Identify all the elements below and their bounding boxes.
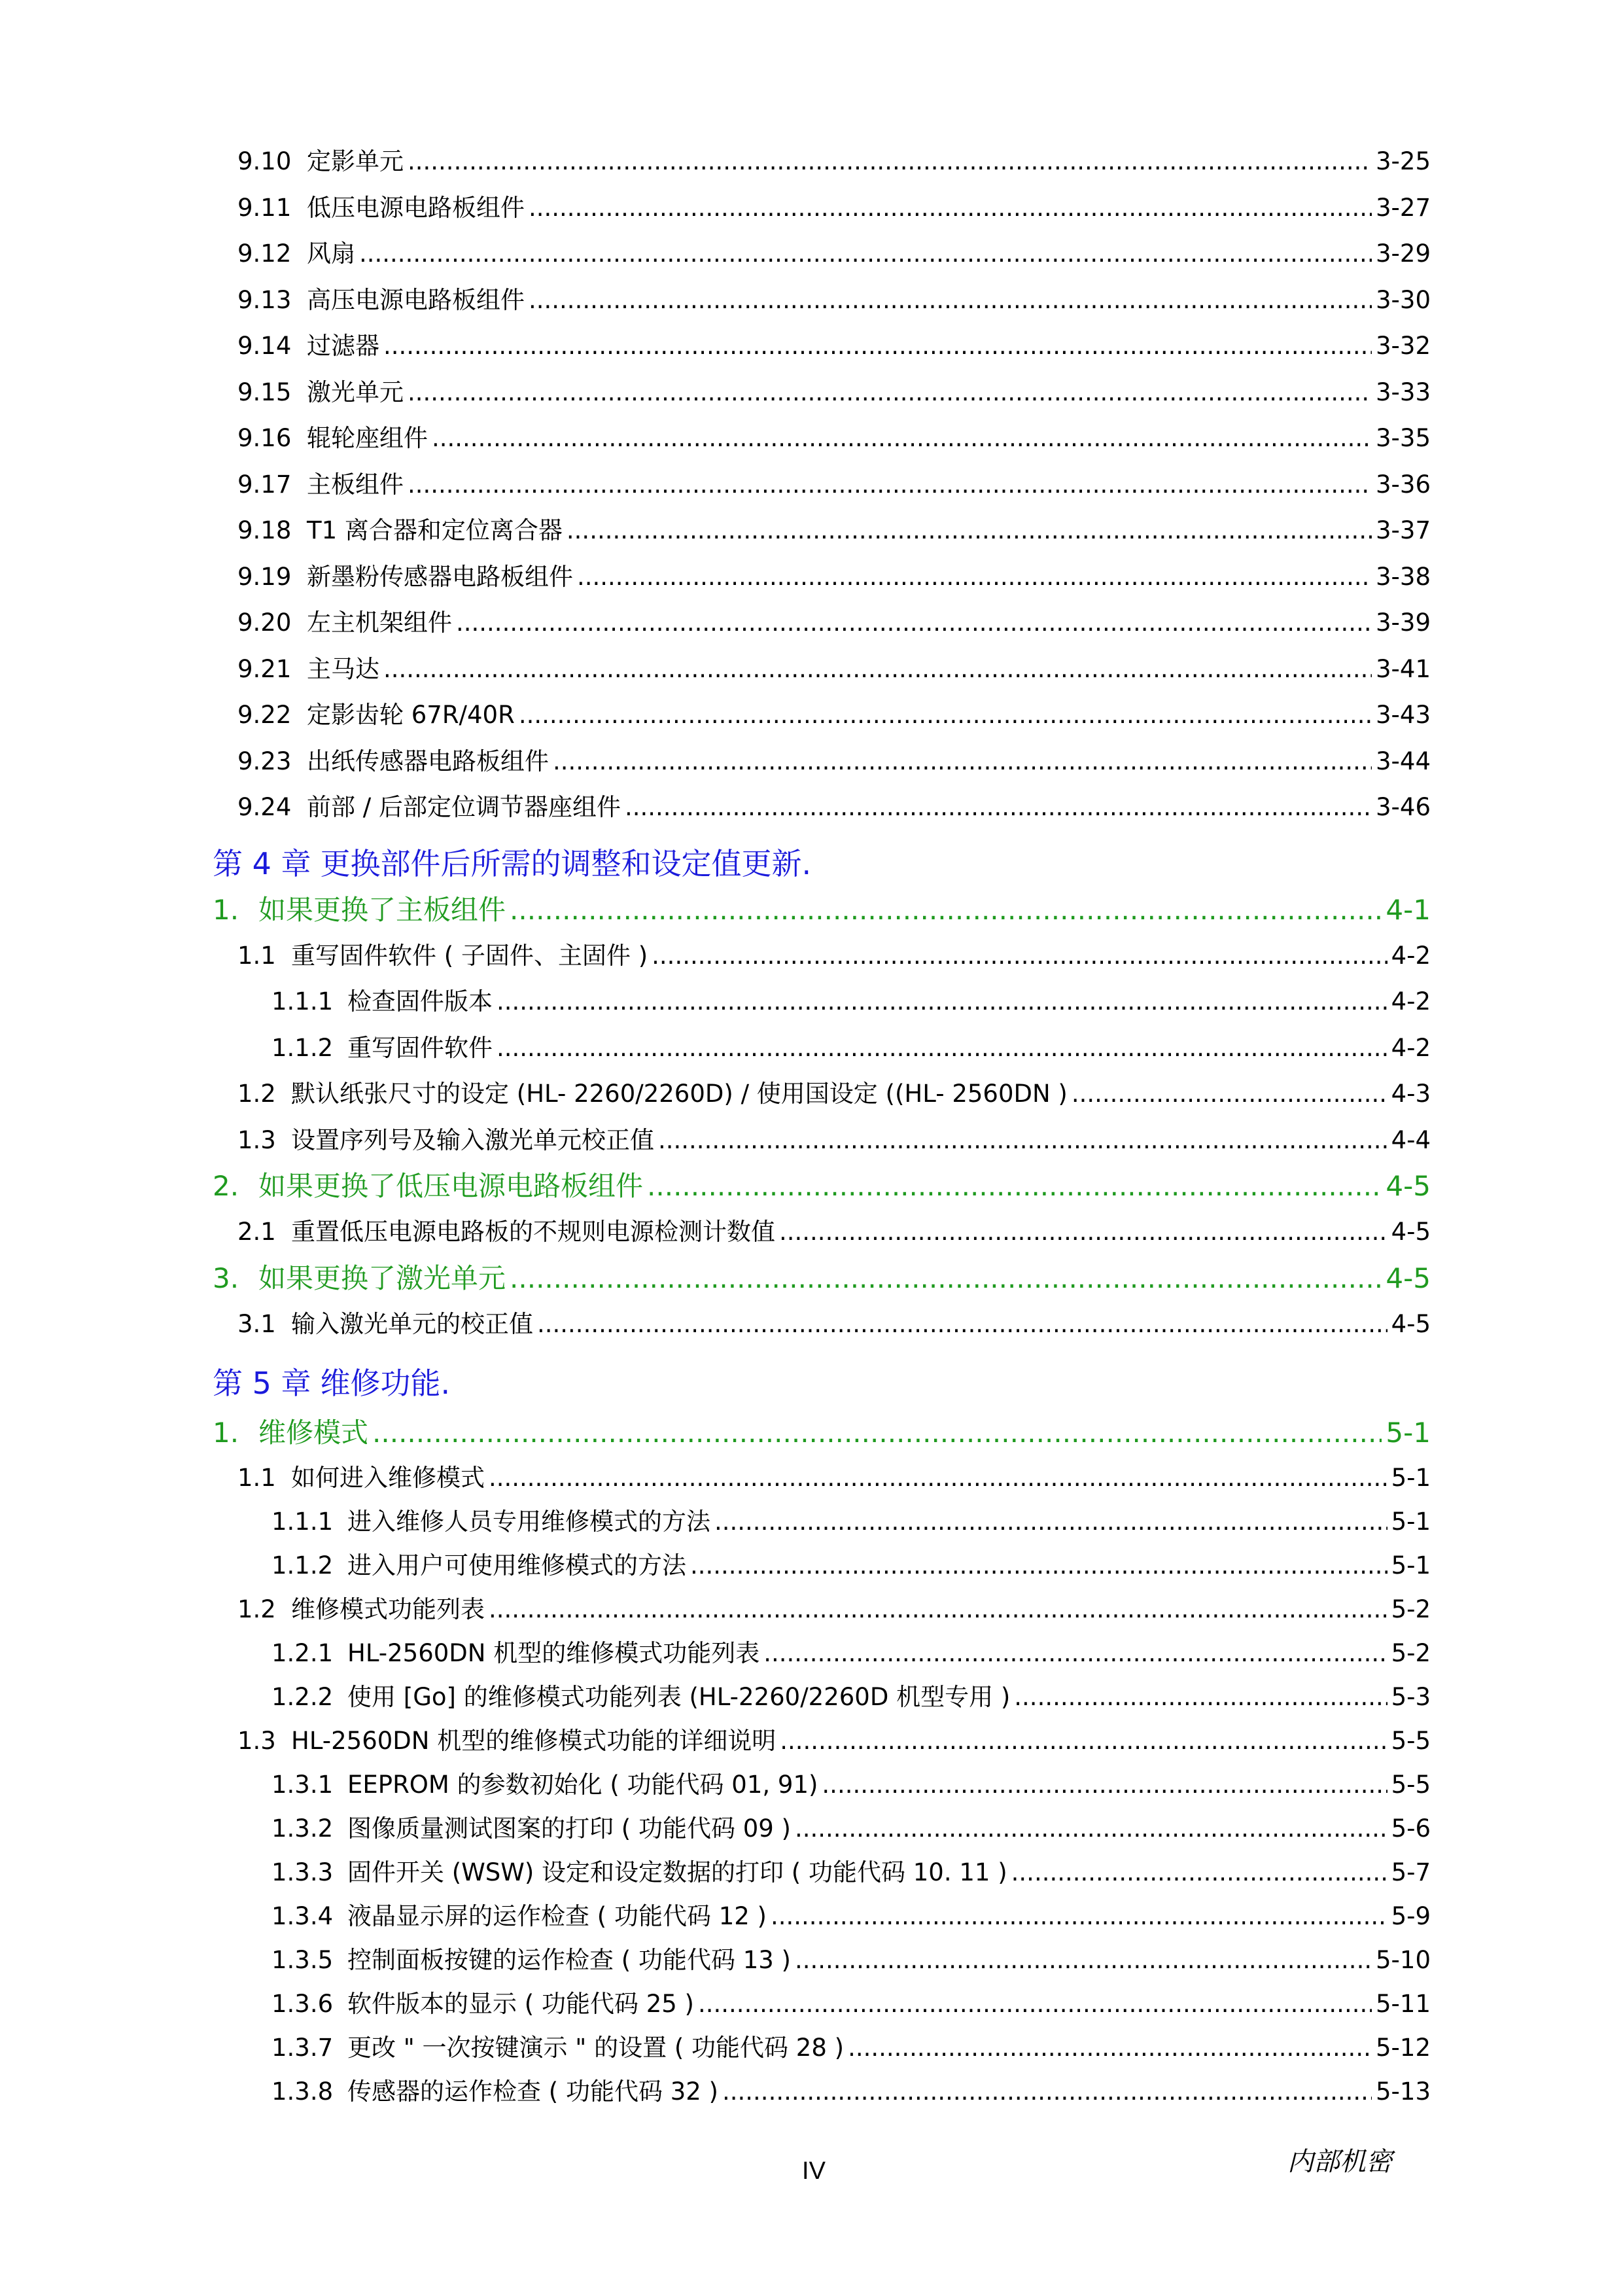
toc-entry-title: 前部 / 后部定位调节器座组件 <box>307 793 621 821</box>
leader-dots <box>456 600 1372 646</box>
toc-entry-title: 重置低压电源电路板的不规则电源检测计数值 <box>291 1218 775 1246</box>
toc-entry-title: 默认纸张尺寸的设定 (HL- 2260/2260D) / 使用国设定 ((HL- 2560DN ) <box>291 1080 1068 1108</box>
toc-entry-number: 9.17 <box>237 470 292 499</box>
toc-entry-number: 9.23 <box>237 747 292 775</box>
toc-section-page: 4-1 <box>1386 893 1431 926</box>
toc-entry-number: 1.3.6 <box>271 1990 334 2018</box>
chapter-5-heading[interactable] <box>213 1347 1431 1410</box>
leader-dots <box>658 1118 1387 1164</box>
toc-entry-number: 9.10 <box>237 147 292 175</box>
toc-entry-title: 维修模式功能列表 <box>291 1595 485 1623</box>
toc-entry-number: 3.1 <box>237 1309 276 1338</box>
toc-entry-page: 5-1 <box>1391 1551 1431 1580</box>
confidential-label: 内部机密 <box>1287 2147 1392 2177</box>
toc-entry[interactable] <box>213 739 1431 785</box>
toc-entry[interactable] <box>213 1025 1431 1072</box>
toc-entry-title: 新墨粉传感器电路板组件 <box>307 562 573 591</box>
toc-section-title: 如果更换了低压电源电路板组件 <box>258 1170 644 1202</box>
toc-entry-page: 4-3 <box>1391 1080 1431 1108</box>
toc-entry[interactable] <box>213 1500 1431 1544</box>
toc-entry-number: 2.1 <box>237 1218 276 1246</box>
toc-section-number: 1. <box>213 893 239 926</box>
toc-entry-page: 3-46 <box>1376 793 1431 821</box>
toc-entry-number: 9.13 <box>237 285 292 314</box>
toc-entry-number: 1.1.1 <box>271 987 334 1016</box>
toc-entry-number: 1.3.2 <box>271 1814 334 1843</box>
leader-dots <box>537 1301 1387 1348</box>
toc-entry[interactable] <box>213 1209 1431 1256</box>
toc-entry[interactable] <box>213 1071 1431 1118</box>
toc-entry-title: 进入用户可使用维修模式的方法 <box>347 1551 686 1580</box>
toc-section-number: 3. <box>213 1262 239 1294</box>
toc-entry-number: 1.3.3 <box>271 1858 334 1886</box>
leader-dots <box>408 139 1372 185</box>
leader-dots <box>432 415 1372 462</box>
toc-entry-page: 4-5 <box>1391 1309 1431 1338</box>
toc-entry-page: 4-2 <box>1391 987 1431 1016</box>
toc-entry-title: 检查固件版本 <box>347 987 493 1016</box>
table-of-contents <box>213 139 1431 2113</box>
toc-entry-number: 1.3.7 <box>271 2034 334 2062</box>
chapter-number: 第 5 章 <box>213 1366 311 1401</box>
toc-section-page: 4-5 <box>1386 1262 1431 1294</box>
toc-entry-page: 3-44 <box>1376 747 1431 775</box>
toc-entry-page: 5-2 <box>1391 1595 1431 1623</box>
toc-entry-number: 1.3.4 <box>271 1902 334 1930</box>
toc-entry-page: 4-2 <box>1391 941 1431 970</box>
leader-dots <box>519 692 1372 739</box>
toc-entry-number: 1.3.1 <box>271 1771 334 1799</box>
toc-entry[interactable] <box>213 508 1431 554</box>
toc-entry-title: 高压电源电路板组件 <box>307 285 525 314</box>
toc-entry-page: 5-1 <box>1391 1508 1431 1536</box>
toc-entry[interactable] <box>213 554 1431 601</box>
toc-entry-number: 1.1.2 <box>271 1033 334 1062</box>
toc-entry-title: 左主机架组件 <box>307 609 452 637</box>
leader-dots <box>510 1256 1382 1301</box>
toc-entry-number: 1.3 <box>237 1727 276 1755</box>
leader-dots <box>510 887 1382 933</box>
toc-entry[interactable] <box>213 1938 1431 1982</box>
toc-section-number: 1. <box>213 1417 239 1449</box>
toc-entry[interactable] <box>213 1719 1431 1763</box>
leader-dots <box>763 1631 1387 1675</box>
toc-entry-page: 5-3 <box>1391 1683 1431 1711</box>
toc-entry-number: 1.1.2 <box>271 1551 334 1580</box>
leader-dots <box>553 739 1372 785</box>
leader-dots <box>372 1410 1382 1456</box>
toc-entry-page: 5-9 <box>1391 1902 1431 1930</box>
toc-entry-title: EEPROM 的参数初始化 ( 功能代码 01, 91) <box>347 1771 818 1799</box>
toc-entry-page: 5-7 <box>1391 1858 1431 1886</box>
toc-entry-page: 3-30 <box>1376 285 1431 314</box>
leader-dots <box>848 2026 1372 2070</box>
toc-section-title: 维修模式 <box>258 1417 369 1449</box>
toc-entry-number: 1.2 <box>237 1595 276 1623</box>
toc-entry-page: 5-2 <box>1391 1639 1431 1667</box>
toc-entry[interactable] <box>213 1456 1431 1500</box>
toc-entry-number: 9.24 <box>237 793 292 821</box>
toc-entry[interactable] <box>213 139 1431 185</box>
toc-entry-title: HL-2560DN 机型的维修模式功能的详细说明 <box>291 1727 777 1755</box>
leader-dots <box>1014 1675 1387 1719</box>
toc-entry-title: T1 离合器和定位离合器 <box>307 516 563 544</box>
toc-entry-page: 3-37 <box>1376 516 1431 544</box>
chapter-title: 维修功能. <box>320 1366 451 1401</box>
toc-entry-title: 出纸传感器电路板组件 <box>307 747 549 775</box>
leader-dots <box>647 1163 1382 1209</box>
leader-dots <box>383 323 1372 370</box>
toc-entry-title: 主板组件 <box>307 470 404 499</box>
toc-entry-title: 激光单元 <box>307 378 404 406</box>
toc-entry-page: 4-2 <box>1391 1033 1431 1062</box>
toc-entry-page: 3-43 <box>1376 701 1431 729</box>
toc-entry-page: 3-39 <box>1376 609 1431 637</box>
toc-entry-number: 9.15 <box>237 378 292 406</box>
toc-entry-title: 定影单元 <box>307 147 404 175</box>
toc-entry-page: 3-29 <box>1376 239 1431 268</box>
leader-dots <box>1072 1071 1387 1118</box>
toc-entry-number: 1.2.2 <box>271 1683 334 1711</box>
toc-entry-number: 1.1.1 <box>271 1508 334 1536</box>
toc-entry-number: 1.3.8 <box>271 2077 334 2106</box>
toc-entry-page: 5-5 <box>1391 1727 1431 1755</box>
chapter-title: 更换部件后所需的调整和设定值更新. <box>320 845 812 881</box>
toc-section[interactable] <box>213 887 1431 933</box>
toc-entry[interactable] <box>213 1544 1431 1587</box>
toc-ch3-list <box>213 139 1431 831</box>
chapter-4-heading[interactable] <box>213 831 1431 887</box>
toc-entry-page: 3-35 <box>1376 424 1431 452</box>
leader-dots <box>822 1763 1387 1807</box>
toc-entry[interactable] <box>213 1807 1431 1850</box>
leader-dots <box>567 508 1372 554</box>
toc-entry[interactable] <box>213 2070 1431 2113</box>
toc-entry[interactable] <box>213 462 1431 508</box>
toc-entry-title: 定影齿轮 67R/40R <box>307 701 515 729</box>
leader-dots <box>489 1587 1387 1631</box>
toc-entry-title: 风扇 <box>307 239 355 268</box>
toc-entry-page: 5-13 <box>1376 2077 1431 2106</box>
toc-entry-number: 1.3.5 <box>271 1946 334 1974</box>
leader-dots <box>795 1807 1387 1850</box>
toc-entry[interactable] <box>213 277 1431 324</box>
toc-entry[interactable] <box>213 692 1431 739</box>
toc-section[interactable] <box>213 1410 1431 1456</box>
leader-dots <box>652 933 1387 980</box>
toc-entry[interactable] <box>213 1850 1431 1894</box>
toc-entry-title: 液晶显示屏的运作检查 ( 功能代码 12 ) <box>347 1902 767 1930</box>
toc-entry-number: 9.12 <box>237 239 292 268</box>
toc-entry-page: 5-10 <box>1376 1946 1431 1974</box>
toc-entry[interactable] <box>213 1118 1431 1164</box>
toc-entry-title: 过滤器 <box>307 332 379 360</box>
toc-entry[interactable] <box>213 785 1431 831</box>
leader-dots <box>497 1025 1387 1072</box>
toc-entry-title: 更改 " 一次按键演示 " 的设置 ( 功能代码 28 ) <box>347 2034 845 2062</box>
leader-dots <box>722 2070 1372 2113</box>
toc-entry[interactable] <box>213 1587 1431 1631</box>
toc-entry-title: 辊轮座组件 <box>307 424 428 452</box>
toc-entry-number: 9.22 <box>237 701 292 729</box>
toc-entry[interactable] <box>213 1763 1431 1807</box>
leader-dots <box>780 1719 1387 1763</box>
toc-entry-title: 软件版本的显示 ( 功能代码 25 ) <box>347 1990 694 2018</box>
toc-entry-title: 主马达 <box>307 654 379 683</box>
toc-section-title: 如果更换了主板组件 <box>258 893 506 926</box>
toc-entry-number: 9.20 <box>237 609 292 637</box>
toc-section-number: 2. <box>213 1170 239 1202</box>
toc-entry-page: 5-1 <box>1391 1464 1431 1492</box>
leader-dots <box>795 1938 1372 1982</box>
leader-dots <box>489 1456 1387 1500</box>
toc-entry-number: 1.1 <box>237 1464 276 1492</box>
toc-entry-title: HL-2560DN 机型的维修模式功能列表 <box>347 1639 760 1667</box>
leader-dots <box>771 1894 1387 1938</box>
toc-entry-page: 4-4 <box>1391 1125 1431 1154</box>
toc-entry-title: 进入维修人员专用维修模式的方法 <box>347 1508 710 1536</box>
toc-entry-title: 如何进入维修模式 <box>291 1464 485 1492</box>
toc-entry-title: 低压电源电路板组件 <box>307 193 525 222</box>
toc-entry[interactable] <box>213 185 1431 232</box>
toc-entry-number: 1.2.1 <box>271 1639 334 1667</box>
toc-entry-page: 4-5 <box>1391 1218 1431 1246</box>
toc-entry[interactable] <box>213 370 1431 416</box>
leader-dots <box>408 462 1372 508</box>
toc-entry-title: 设置序列号及输入激光单元校正值 <box>291 1125 654 1154</box>
toc-entry-number: 9.16 <box>237 424 292 452</box>
toc-entry[interactable] <box>213 1675 1431 1719</box>
toc-entry[interactable] <box>213 1894 1431 1938</box>
toc-entry[interactable] <box>213 933 1431 980</box>
toc-entry[interactable] <box>213 979 1431 1025</box>
leader-dots <box>529 185 1372 232</box>
toc-ch5-list <box>213 1456 1431 2113</box>
toc-entry-number: 9.11 <box>237 193 292 222</box>
toc-entry-page: 5-12 <box>1376 2034 1431 2062</box>
toc-entry[interactable] <box>213 600 1431 646</box>
toc-entry[interactable] <box>213 231 1431 277</box>
leader-dots <box>359 231 1372 277</box>
chapter-number: 第 4 章 <box>213 845 311 881</box>
toc-entry-title: 输入激光单元的校正值 <box>291 1309 533 1338</box>
toc-entry-title: 传感器的运作检查 ( 功能代码 32 ) <box>347 2077 718 2106</box>
toc-entry-page: 3-32 <box>1376 332 1431 360</box>
leader-dots <box>625 785 1372 831</box>
leader-dots <box>408 370 1372 416</box>
leader-dots <box>779 1209 1387 1256</box>
toc-section-page: 4-5 <box>1386 1170 1431 1202</box>
leader-dots <box>714 1500 1387 1544</box>
leader-dots <box>383 646 1372 693</box>
toc-entry-page: 3-41 <box>1376 654 1431 683</box>
toc-entry-page: 3-33 <box>1376 378 1431 406</box>
toc-entry[interactable] <box>213 415 1431 462</box>
leader-dots <box>1011 1850 1387 1894</box>
toc-entry-page: 3-38 <box>1376 562 1431 591</box>
leader-dots <box>497 979 1387 1025</box>
toc-section[interactable] <box>213 1163 1431 1209</box>
toc-entry-number: 1.1 <box>237 941 276 970</box>
toc-entry-page: 3-36 <box>1376 470 1431 499</box>
toc-entry-page: 3-25 <box>1376 147 1431 175</box>
toc-entry-title: 重写固件软件 ( 子固件、主固件 ) <box>291 941 648 970</box>
toc-entry[interactable] <box>213 646 1431 693</box>
toc-entry-page: 5-6 <box>1391 1814 1431 1843</box>
toc-entry-number: 9.21 <box>237 654 292 683</box>
toc-section[interactable] <box>213 1256 1431 1301</box>
toc-entry[interactable] <box>213 1982 1431 2026</box>
page-number: IV <box>802 2157 826 2185</box>
toc-entry-title: 使用 [Go] 的维修模式功能列表 (HL-2260/2260D 机型专用 ) <box>347 1683 1011 1711</box>
leader-dots <box>698 1982 1372 2026</box>
toc-entry-page: 3-27 <box>1376 193 1431 222</box>
toc-entry[interactable] <box>213 2026 1431 2070</box>
toc-entry-title: 重写固件软件 <box>347 1033 493 1062</box>
toc-entry-title: 图像质量测试图案的打印 ( 功能代码 09 ) <box>347 1814 791 1843</box>
toc-entry-number: 1.2 <box>237 1080 276 1108</box>
leader-dots <box>529 277 1372 324</box>
toc-section-page: 5-1 <box>1386 1417 1431 1449</box>
toc-entry[interactable] <box>213 1631 1431 1675</box>
toc-entry-page: 5-11 <box>1376 1990 1431 2018</box>
leader-dots <box>577 554 1372 601</box>
toc-entry-title: 控制面板按键的运作检查 ( 功能代码 13 ) <box>347 1946 791 1974</box>
toc-entry-number: 9.18 <box>237 516 292 544</box>
toc-section-title: 如果更换了激光单元 <box>258 1262 506 1294</box>
toc-entry[interactable] <box>213 1301 1431 1348</box>
toc-entry-number: 9.14 <box>237 332 292 360</box>
toc-entry-page: 5-5 <box>1391 1771 1431 1799</box>
leader-dots <box>690 1544 1387 1587</box>
toc-entry-number: 9.19 <box>237 562 292 591</box>
toc-entry-title: 固件开关 (WSW) 设定和设定数据的打印 ( 功能代码 10. 11 ) <box>347 1858 1007 1886</box>
toc-entry-number: 1.3 <box>237 1125 276 1154</box>
toc-entry[interactable] <box>213 323 1431 370</box>
